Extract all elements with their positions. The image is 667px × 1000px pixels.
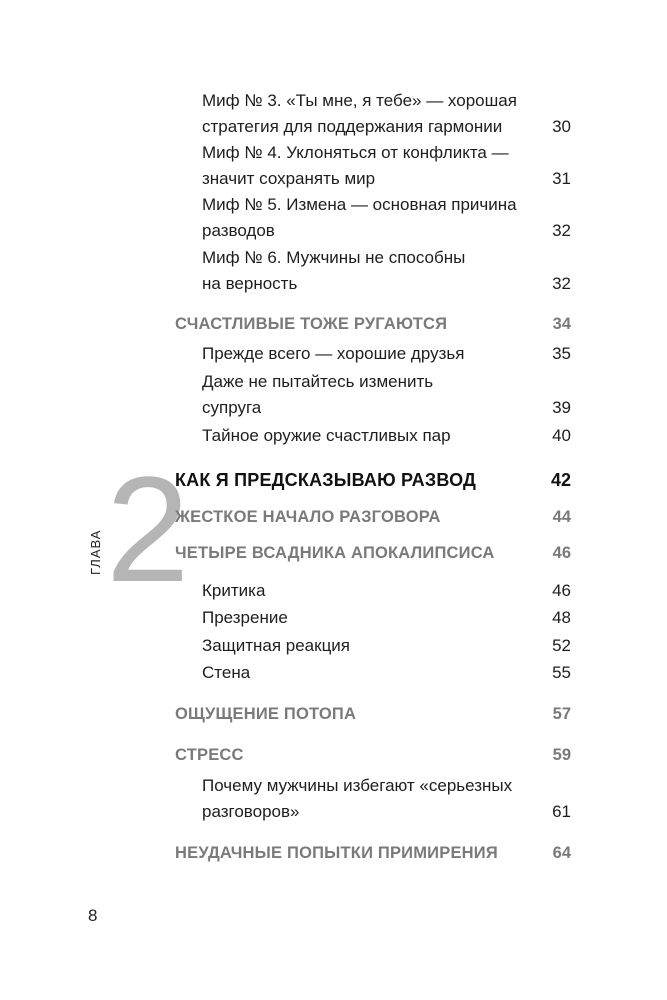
entry-title: супруга: [202, 398, 262, 417]
entry-page: 39: [552, 398, 571, 417]
toc-section[interactable]: [0, 311, 667, 337]
entry-page: 46: [552, 581, 571, 600]
section-page: 44: [552, 508, 571, 526]
entry-page: 31: [552, 169, 571, 188]
toc-subentry[interactable]: [0, 773, 667, 799]
section-title: СТРЕСС: [175, 746, 244, 764]
toc-subentry[interactable]: [0, 166, 667, 192]
toc-section[interactable]: [0, 742, 667, 768]
entry-title: Презрение: [202, 608, 288, 627]
entry-title: Критика: [202, 581, 266, 600]
entry-title: Тайное оружие счастливых пар: [202, 426, 451, 445]
entry-page: 55: [552, 663, 571, 682]
toc-subentry[interactable]: [0, 88, 667, 114]
section-title: ОЩУЩЕНИЕ ПОТОПА: [175, 705, 357, 723]
entry-page: 32: [552, 221, 571, 240]
section-title: ЖЕСТКОЕ НАЧАЛО РАЗГОВОРА: [175, 508, 441, 526]
toc-subentry[interactable]: [0, 218, 667, 244]
entry-page: 61: [552, 802, 571, 821]
entry-title: Даже не пытайтесь изменить: [202, 372, 434, 391]
toc-subentry[interactable]: [0, 114, 667, 140]
toc-subentry[interactable]: [0, 578, 667, 604]
entry-title: Защитная реакция: [202, 636, 351, 655]
entry-page: 52: [552, 636, 571, 655]
toc-section[interactable]: [0, 504, 667, 530]
toc-subentry[interactable]: [0, 605, 667, 631]
section-page: 34: [552, 315, 571, 333]
entry-title: Прежде всего — хорошие друзья: [202, 344, 465, 363]
section-title: ЧЕТЫРЕ ВСАДНИКА АПОКАЛИПСИСА: [175, 544, 495, 562]
entry-title: разговоров»: [202, 802, 300, 821]
entry-title: Миф № 6. Мужчины не способны: [202, 248, 466, 267]
section-page: 46: [552, 544, 571, 562]
toc-subentry[interactable]: [0, 192, 667, 218]
entry-title: стратегия для поддержания гармонии: [202, 117, 503, 136]
entry-title: разводов: [202, 221, 275, 240]
toc-subentry[interactable]: [0, 341, 667, 367]
chapter-label: ГЛАВА: [88, 529, 103, 575]
toc-section[interactable]: [0, 540, 667, 566]
entry-page: 48: [552, 608, 571, 627]
toc-subentry[interactable]: [0, 369, 667, 395]
entry-title: Миф № 3. «Ты мне, я тебе» — хорошая: [202, 91, 517, 110]
entry-title: Почему мужчины избегают «серьезных: [202, 776, 513, 795]
entry-page: 32: [552, 274, 571, 293]
entry-title: Миф № 4. Уклоняться от конфликта —: [202, 143, 509, 162]
toc-section[interactable]: [0, 840, 667, 866]
section-page: 64: [552, 844, 571, 862]
chapter-numeral: 2: [106, 445, 190, 613]
entry-title: Миф № 5. Измена — основная причина: [202, 195, 517, 214]
toc-subentry[interactable]: [0, 423, 667, 449]
toc-subentry[interactable]: [0, 633, 667, 659]
section-page: 59: [552, 746, 571, 764]
toc-chapter-title[interactable]: [0, 467, 667, 493]
entry-page: 40: [552, 426, 571, 445]
section-page: 57: [552, 705, 571, 723]
toc-subentry[interactable]: [0, 660, 667, 686]
toc-subentry[interactable]: [0, 245, 667, 271]
chapter-page: 42: [550, 470, 571, 490]
entry-title: на верность: [202, 274, 298, 293]
toc-section[interactable]: [0, 701, 667, 727]
section-title: СЧАСТЛИВЫЕ ТОЖЕ РУГАЮТСЯ: [175, 315, 448, 333]
toc-subentry[interactable]: [0, 799, 667, 825]
entry-page: 30: [552, 117, 571, 136]
section-title: НЕУДАЧНЫЕ ПОПЫТКИ ПРИМИРЕНИЯ: [175, 844, 498, 862]
entry-title: значит сохранять мир: [202, 169, 376, 188]
page-number: 8: [88, 906, 98, 925]
toc-subentry[interactable]: [0, 271, 667, 297]
entry-title: Стена: [202, 663, 251, 682]
entry-page: 35: [552, 344, 571, 363]
toc-subentry[interactable]: [0, 140, 667, 166]
toc-subentry[interactable]: [0, 395, 667, 421]
chapter-title: КАК Я ПРЕДСКАЗЫВАЮ РАЗВОД: [175, 470, 477, 490]
